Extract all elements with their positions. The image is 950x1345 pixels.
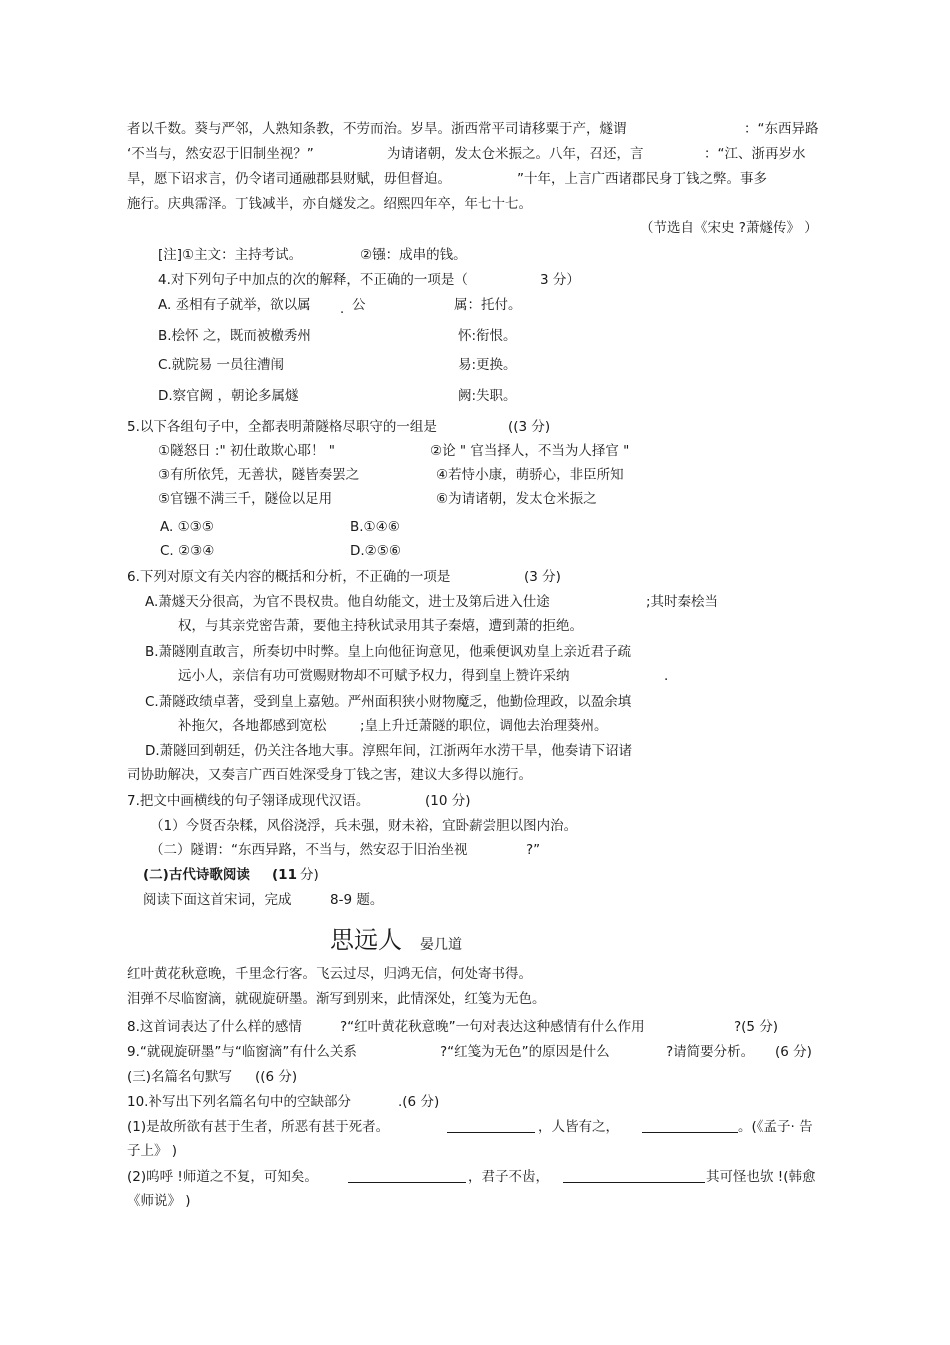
q9-stem: ?请简要分析。 xyxy=(666,1044,755,1060)
q4-score: 3 分） xyxy=(540,272,580,288)
q6-option-a: 权，与其亲党密告萧，要他主持秋试录用其子秦熺，遭到萧的拒绝。 xyxy=(178,618,583,634)
q7-sentence-1: （1）今贤否杂糅，风俗浇浮，兵未强，财未裕，宜卧薪尝胆以图内治。 xyxy=(150,818,578,834)
q9-stem: ?“红笺为无色”的原因是什么 xyxy=(440,1044,610,1060)
section-intro: 阅读下面这首宋词，完成 xyxy=(143,892,292,908)
q10-item-2: (2)呜呼 !师道之不复，可知矣。 xyxy=(127,1169,318,1185)
passage-line: ”十年，上言广西诸郡民身丁钱之弊。事多 xyxy=(517,171,767,187)
q4-explanation-d: 阙:失职。 xyxy=(458,388,517,404)
section-score: ((6 分) xyxy=(255,1069,298,1085)
answer-blank[interactable] xyxy=(447,1118,535,1133)
q4-explanation-a: 属：托付。 xyxy=(454,297,522,313)
passage-line: ：“东西异路 xyxy=(744,121,819,137)
q6-option-b: . xyxy=(664,668,669,684)
poem-line: 红叶黄花秋意晚，千里念行客。飞云过尽，归鸿无信，何处寄书得。 xyxy=(127,966,532,982)
answer-blank[interactable] xyxy=(348,1168,466,1183)
poem-author: 晏几道 xyxy=(420,937,462,953)
q9-score: (6 分) xyxy=(775,1044,812,1060)
q10-item-1: 。(《孟子· 告 xyxy=(738,1119,813,1135)
q4-explanation-b: 怀:衔恨。 xyxy=(458,328,517,344)
q5-option-a: A. ①③⑤ xyxy=(160,519,214,535)
q5-item: ⑤官镪不满三千，隧俭以足用 xyxy=(158,491,333,507)
q10-stem: 10.补写出下列名篇名句中的空缺部分 xyxy=(127,1094,351,1110)
q4-option-d: D.察官阙 ，朝论多属燧 xyxy=(158,388,299,404)
emphasis-dot: . xyxy=(340,302,345,317)
passage-line: ‘不当与，然安忍于旧制坐视？” xyxy=(127,146,314,162)
q5-item: ④若恃小康，萌骄心，非臣所知 xyxy=(436,467,624,483)
q5-option-b: B.①④⑥ xyxy=(350,519,400,535)
q5-item: ⑥为请诸朝，发太仓米振之 xyxy=(436,491,597,507)
q4-option-c: C.就院易 一员往漕闱 xyxy=(158,357,285,373)
q10-item-2: ，君子不齿， xyxy=(468,1169,549,1185)
q5-stem: 5.以下各组句子中，全都表明萧隧格尽职守的一组是 xyxy=(127,419,437,435)
q6-option-a: ;其时秦桧当 xyxy=(646,594,719,610)
poem-title: 思远人 xyxy=(330,926,402,954)
q6-option-c: ;皇上升迁萧隧的职位，调他去治理葵州。 xyxy=(360,718,608,734)
q10-item-2: 其可怪也欤 !(韩愈 xyxy=(706,1169,816,1185)
passage-source: （节选自《宋史 ?萧燧传》 ） xyxy=(640,220,818,236)
q5-item: ②论 " 官当择人，不当为人择官 " xyxy=(430,443,630,459)
q10-item-2: 《师说》 ) xyxy=(127,1193,191,1209)
q4-explanation-c: 易:更换。 xyxy=(458,357,517,373)
q8-score: ?(5 分) xyxy=(734,1019,779,1035)
q7-sentence-2: （二）隧谓：“东西异路，不当与，然安忍于旧治坐视 xyxy=(150,842,468,858)
q5-item: ①隧怒日 :" 初仕敢欺心耶！ " xyxy=(158,443,335,459)
note-2: ②镪：成串的钱。 xyxy=(360,247,467,263)
section-intro: 8-9 题。 xyxy=(330,892,384,908)
q10-score: .(6 分) xyxy=(398,1094,440,1110)
section-score: (11 xyxy=(272,867,297,883)
passage-line: 旱，愿下诏求言，仍令诸司通融郡县财赋，毋但督迫。 xyxy=(127,171,451,187)
q4-option-a: A. 丞相有子就举，欲以属 xyxy=(158,297,311,313)
section-heading: (二)古代诗歌阅读 xyxy=(143,867,250,883)
q8-stem: ?“红叶黄花秋意晚”一句对表达这种感情有什么作用 xyxy=(340,1019,645,1035)
q5-option-d: D.②⑤⑥ xyxy=(350,543,401,559)
passage-line: 施行。庆典霈泽。丁钱减半，亦自燧发之。绍熙四年卒，年七十七。 xyxy=(127,196,532,212)
answer-blank[interactable] xyxy=(563,1168,705,1183)
q6-score: (3 分) xyxy=(524,569,561,585)
q4-option-a-tail: 公 xyxy=(352,297,366,313)
q7-score: (10 分) xyxy=(425,793,471,809)
section-heading: (三)名篇名句默写 xyxy=(127,1069,233,1085)
q6-option-b: 远小人，亲信有功可赏赐财物却不可赋予权力，得到皇上赞许采纳 xyxy=(178,668,570,684)
q6-option-d: 司协助解决，又奏言广西百姓深受身丁钱之害，建议大多得以施行。 xyxy=(127,767,532,783)
passage-line: ：“江、浙再岁水 xyxy=(704,146,806,162)
q8-stem: 8.这首词表达了什么样的感情 xyxy=(127,1019,302,1035)
q6-option-b: B.萧隧刚直敢言，所奏切中时弊。皇上向他征询意见，他乘便讽劝皇上亲近君子疏 xyxy=(145,644,632,660)
q6-stem: 6.下列对原文有关内容的概括和分析，不正确的一项是 xyxy=(127,569,451,585)
q6-option-c: 补拖欠，各地都感到宽松 xyxy=(178,718,327,734)
q6-option-a: A.萧燧天分很高，为官不畏权贵。他自幼能文，进士及第后进入仕途 xyxy=(145,594,550,610)
q7-sentence-2: ?” xyxy=(526,842,541,858)
section-score: 分) xyxy=(300,867,319,883)
passage-line: 为请诸朝，发太仓米振之。八年，召还，言 xyxy=(387,146,644,162)
q7-stem: 7.把文中画横线的句子翎译成现代汉语。 xyxy=(127,793,370,809)
q4-stem: 4.对下列句子中加点的次的解释，不正确的一项是（ xyxy=(158,272,468,288)
q10-item-1: ，人皆有之， xyxy=(538,1119,619,1135)
q5-score: ((3 分) xyxy=(508,419,551,435)
q9-stem: 9.“就砚旋研墨”与“临窗滴”有什么关系 xyxy=(127,1044,357,1060)
q10-item-1: 子上》 ) xyxy=(127,1143,178,1159)
q4-option-b: B.桧怀 之，既而被檄秀州 xyxy=(158,328,311,344)
passage-line: 者以千数。葵与严邻，人熟知条教，不劳而治。岁旱。浙西常平司请移粟于产，燧谓 xyxy=(127,121,627,137)
answer-blank[interactable] xyxy=(642,1118,738,1133)
q6-option-c: C.萧隧政绩卓著，受到皇上嘉勉。严州面积狭小财物魔乏，他勤俭理政，以盈余填 xyxy=(145,694,632,710)
note-1: [注]①主文：主持考试。 xyxy=(158,247,303,263)
poem-line: 泪弹不尽临窗滴，就砚旋研墨。渐写到别来，此情深处，红笺为无色。 xyxy=(127,991,546,1007)
q6-option-d: D.萧隧回到朝廷，仍关注各地大事。淳熙年间，江浙两年水涝干旱，他奏请下诏诸 xyxy=(145,743,633,759)
q5-option-c: C. ②③④ xyxy=(160,543,215,559)
q10-item-1: (1)是故所欲有甚于生者，所恶有甚于死者。 xyxy=(127,1119,390,1135)
q5-item: ③有所依凭，无善状，隧皆奏罢之 xyxy=(158,467,360,483)
